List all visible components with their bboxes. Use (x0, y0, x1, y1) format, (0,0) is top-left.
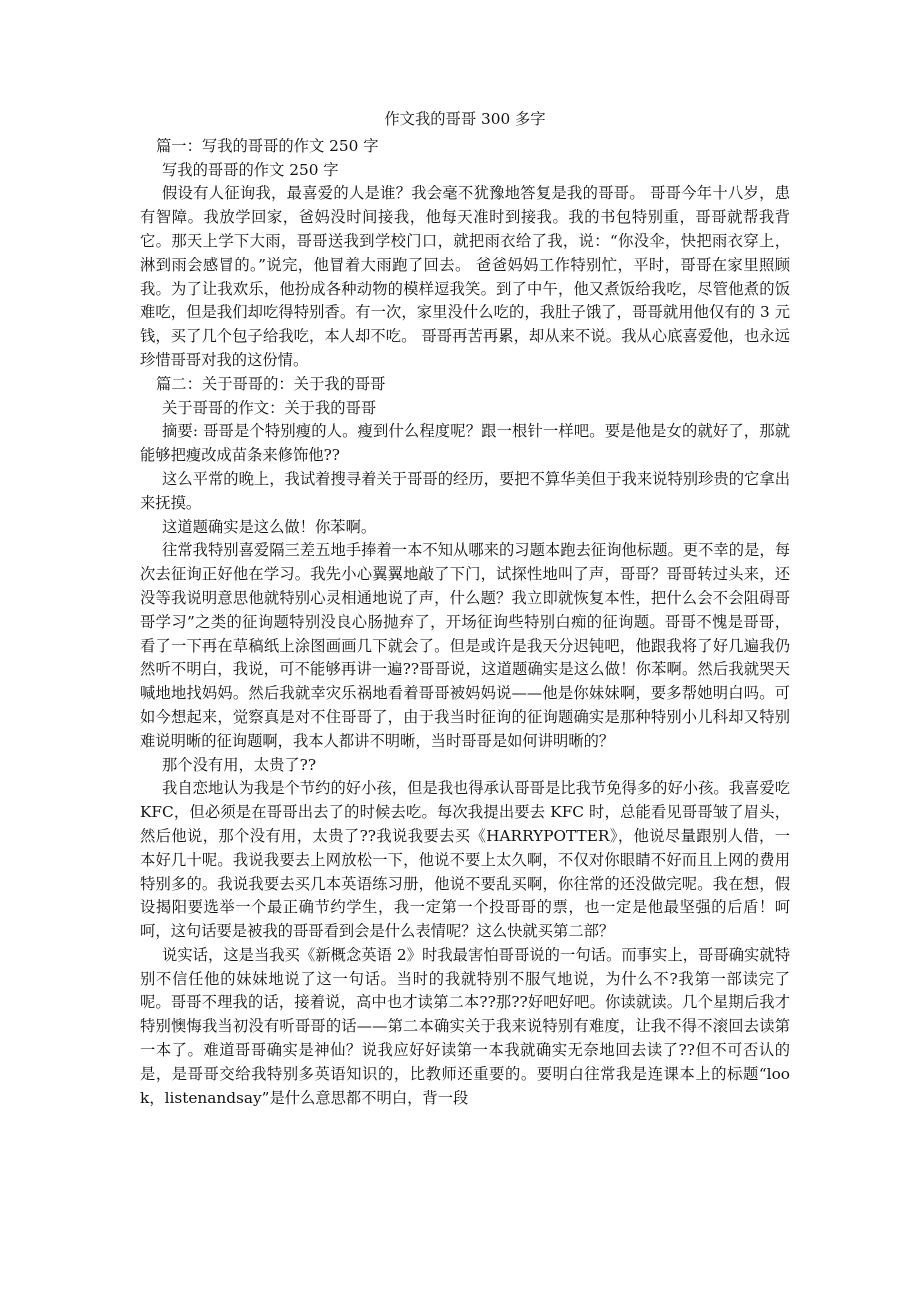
section2-subheading: 关于哥哥的作文：关于我的哥哥 (162, 398, 377, 417)
section2-abstract: 摘要: 哥哥是个特别瘦的人。瘦到什么程度呢？跟一根针一样吧。要是他是女的就好了，那就能够把瘦改成苗条来修饰他?? (140, 422, 790, 465)
section1-heading: 篇一：写我的哥哥的作文 250 字 (156, 136, 379, 155)
section2-paragraph-3: 往常我特别喜爱隔三差五地手捧着一本不知从哪来的习题本跑去征询他标题。更不幸的是，每次去征询正好他在学习。我先小心翼翼地敲了下门，试探性地叫了声，哥哥？哥哥转过头来，还没等我说明意思他就特别心灵相通地说了声，什么题？我立即就恢复本性，把什么会不会阻碍哥哥学习”之类的征询题特别没良心肠抛弃了，开场征询些特别白痴的征询题。哥哥不愧是哥哥，看了一下再在草稿纸上涂图画画几下就会了。但是或许是我天分迟钝吧，他跟我将了好几遍我仍然听不明白，我说，可不能够再讲一遍??哥哥说，这道题确实是这么做！你苯啊。然后我就哭天喊地地找妈妈。然后我就幸灾乐祸地看着哥哥被妈妈说——他是你妹妹啊，要多帮她明白吗。可如今想起来，觉察真是对不住哥哥了，由于我当时征询的征询题确实是那种特别小儿科却又特别难说明晰的征询题啊，我本人都讲不明晰，当时哥哥是如何讲明晰的？ (140, 541, 790, 750)
section1-paragraph: 假设有人征询我，最喜爱的人是谁？我会毫不犹豫地答复是我的哥哥。 哥哥今年十八岁，患有智障。我放学回家，爸妈没时间接我，他每天准时到接我。我的书包特别重，哥哥就帮我背它。那天上学下大雨，哥哥送我到学校门口，就把雨衣给了我，说：“你没伞，快把雨衣穿上，淋到雨会感冒的。”说完，他冒着大雨跑了回去。 爸爸妈妈工作特别忙，平时，哥哥在家里照顾我。为了让我欢乐，他扮成各种动物的模样逗我笑。到了中午，他又煮饭给我吃，尽管他煮的饭难吃，但是我们却吃得特别香。有一次，家里没什么吃的，我肚子饿了，哥哥就用他仅有的 3 元钱，买了几个包子给我吃，本人却不吃。 哥哥再苦再累，却从来不说。我从心底喜爱他，也永远珍惜哥哥对我的这份情。 (140, 184, 790, 369)
section2-paragraph-1: 这么平常的晚上，我试着搜寻着关于哥哥的经历，要把不算华美但于我来说特别珍贵的它拿出来抚摸。 (140, 469, 790, 512)
section2-paragraph-2: 这道题确实是这么做！你苯啊。 (162, 517, 377, 536)
document-title: 作文我的哥哥 300 多字 (384, 110, 546, 128)
section2-paragraph-4: 那个没有用，太贵了?? (162, 755, 317, 774)
section2-paragraph-6: 说实话，这是当我买《新概念英语 2》时我最害怕哥哥说的一句话。而事实上，哥哥确实就特别不信任他的妹妹地说了这一句话。当时的我就特别不服气地说，为什么不?我第一部读完了呢。哥哥不理我的话，接着说，高中也才读第二本??那??好吧好吧。你读就读。几个星期后我才特别懊悔我当初没有听哥哥的话——第二本确实关于我来说特别有难度，让我不得不滚回去读第一本了。难道哥哥确实是神仙？说我应好好读第一本我就确实无奈地回去读了??但不可否认的是，是哥哥交给我特别多英语知识的，比教师还重要的。要明白往常我是连课本上的标题“look，listenandsay”是什么意思都不明白，背一段 (140, 945, 790, 1107)
section1-subheading: 写我的哥哥的作文 250 字 (162, 160, 339, 179)
section2-heading: 篇二：关于哥哥的：关于我的哥哥 (156, 374, 386, 393)
document-page (140, 108, 790, 1110)
section2-paragraph-5: 我自恋地认为我是个节约的好小孩，但是我也得承认哥哥是比我节免得多的好小孩。我喜爱吃 KFC，但必须是在哥哥出去了的时候去吃。每次我提出要去 KFC 时，总能看见哥哥皱了眉头，然后他说，那个没有用，太贵了??我说我要去买《HARRYPOTTER》，他说尽量跟别人借，一本好几十呢。我说我要去上网放松一下，他说不要上太久啊，不仅对你眼睛不好而且上网的费用特别多的。我说我要去买几本英语练习册，他说不要乱买啊，你往常的还没做完呢。我在想，假设揭阳要选举一个最正确节约学生，我一定第一个投哥哥的票，也一定是他最坚强的后盾！呵呵，这句话要是被我的哥哥看到会是什么表情呢？这么快就买第二部？ (140, 779, 790, 941)
